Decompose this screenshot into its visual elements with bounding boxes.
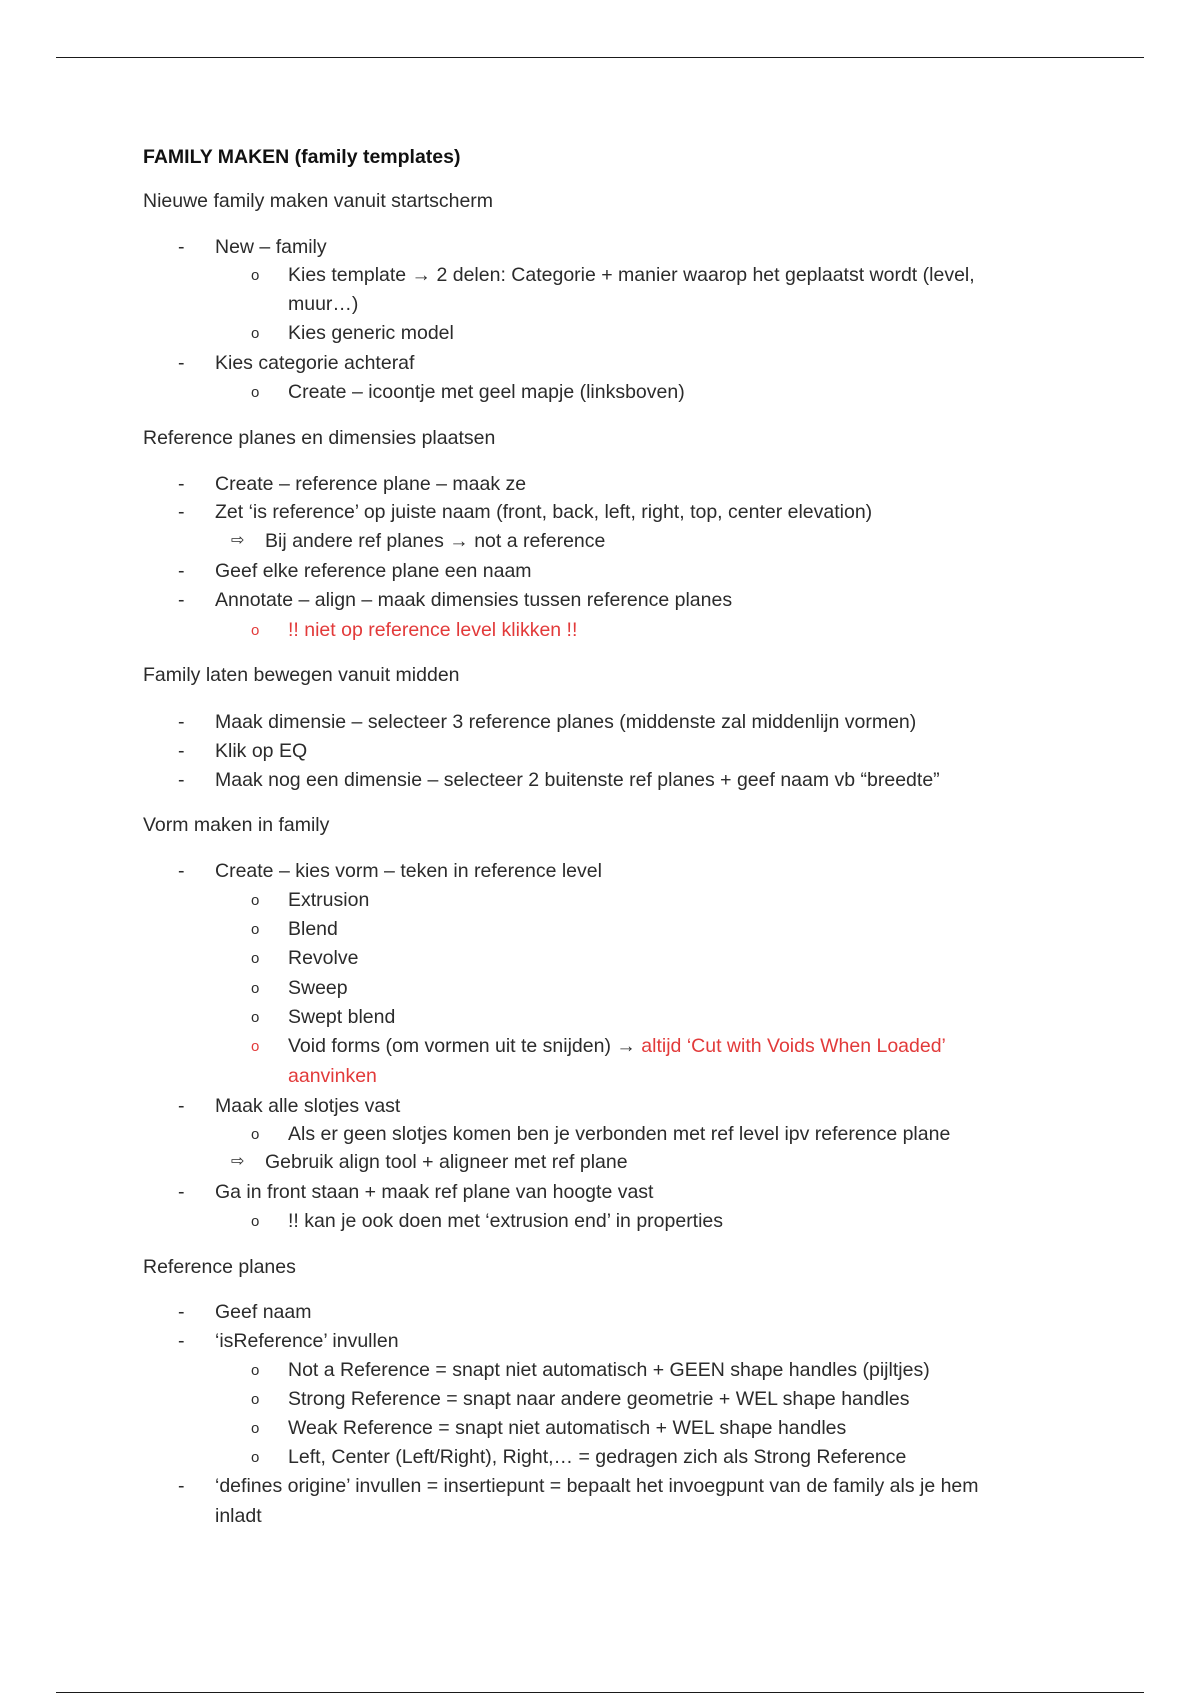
- section-heading: Reference planes en dimensies plaatsen: [143, 427, 496, 449]
- section-heading: Reference planes: [143, 1256, 296, 1278]
- arrow-icon: ⇨: [231, 1153, 245, 1170]
- section-heading: Family laten bewegen vanuit midden: [143, 664, 460, 686]
- arrow-icon: ⇨: [231, 532, 245, 549]
- header-rule: [56, 57, 1144, 58]
- page-title: FAMILY MAKEN (family templates): [143, 146, 461, 168]
- section-heading: Nieuwe family maken vanuit startscherm: [143, 190, 494, 212]
- section-heading: Vorm maken in family: [143, 814, 330, 836]
- footer-rule: [56, 1692, 1144, 1693]
